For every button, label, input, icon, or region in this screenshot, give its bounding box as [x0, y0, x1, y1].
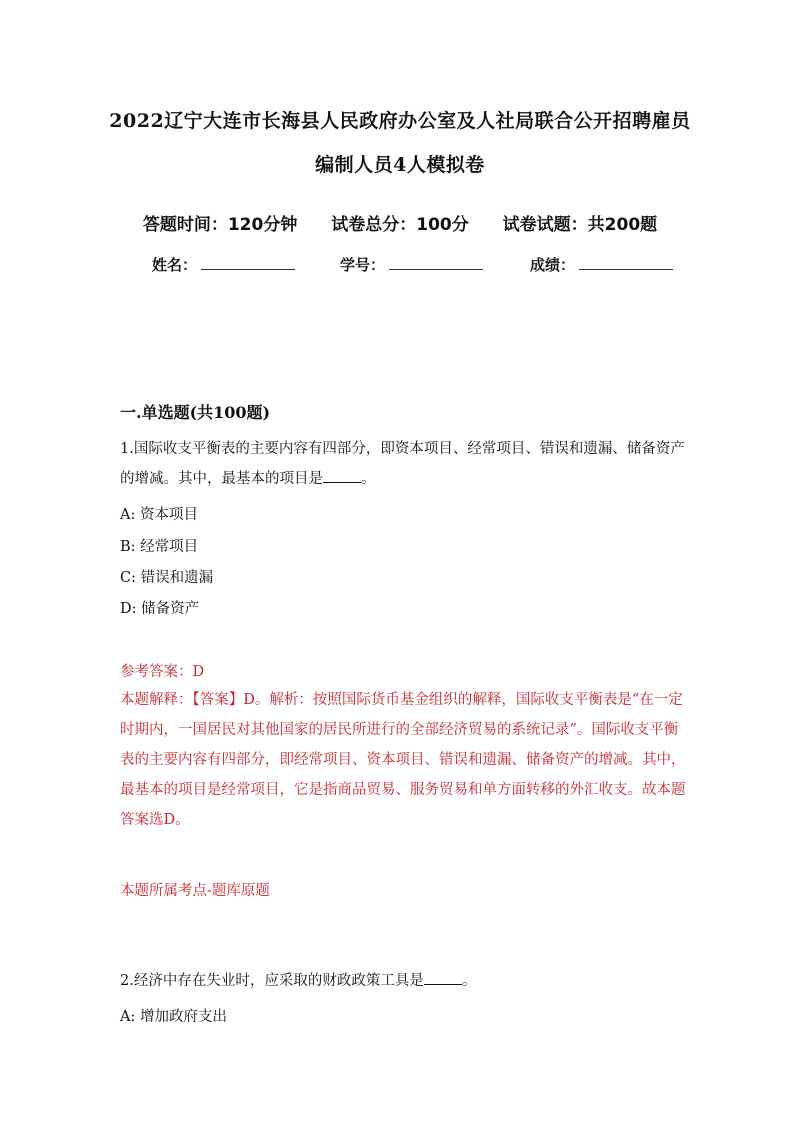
question-1-stem: [120, 434, 690, 494]
name-label: 姓名：: [152, 256, 198, 274]
question-2-option-a[interactable]: A: 增加政府支出: [120, 1009, 227, 1025]
question-1-option-b[interactable]: B: 经常项目: [120, 539, 199, 555]
exam-total-score: 试卷总分：100分: [331, 215, 469, 235]
question-1-option-a[interactable]: A: 资本项目: [120, 507, 198, 523]
question-1-explanation: 本题解释：【答案】D。解析：按照国际货币基金组织的解释，国际收支平衡表是“在一定时期内，一国居民对其他国家的居民所进行的全部经济贸易的系统记录”。国际收支平衡表的主要内容有四部分，即经常项目、资本项目、错误和遗漏、储备资产的增减。其中，最基本的项目是经常项目，它是指商品贸易、服务贸易和单方面转移的外汇收支。故本题答案选D。: [120, 692, 686, 828]
question-1-end: 。: [361, 471, 376, 487]
question-1-source: 本题所属考点-题库原题: [120, 883, 270, 899]
question-1-text: 1.国际收支平衡表的主要内容有四部分，即资本项目、经常项目、错误和遗漏、储备资产的增减。其中，最基本的项目是: [120, 441, 685, 487]
question-2-text: 2.经济中存在失业时，应采取的财政政策工具是: [120, 973, 424, 989]
question-1-answer: 参考答案：D: [120, 664, 205, 680]
title-line-2: 编制人员4人模拟卷: [315, 154, 485, 176]
score-label: 成绩：: [530, 256, 576, 274]
exam-question-count: 试卷试题：共200题: [502, 215, 658, 235]
question-1-option-c[interactable]: C: 错误和遗漏: [120, 570, 214, 586]
exam-time: 答题时间：120分钟: [142, 215, 298, 235]
answer-blank: [424, 972, 462, 985]
question-1-option-d[interactable]: D: 储备资产: [120, 601, 200, 617]
section-heading: 一.单选题(共100题): [120, 403, 271, 422]
score-line[interactable]: [579, 255, 673, 270]
question-2-stem: [120, 966, 690, 996]
question-2-end: 。: [461, 973, 477, 989]
name-line[interactable]: [201, 255, 295, 270]
student-id-field[interactable]: [340, 254, 483, 275]
score-field[interactable]: [530, 254, 673, 275]
name-field[interactable]: [152, 254, 295, 275]
exam-meta: [0, 210, 800, 235]
title-line-1: 2022辽宁大连市长海县人民政府办公室及人社局联合公开招聘雇员: [109, 110, 691, 132]
student-id-label: 学号：: [340, 256, 386, 274]
answer-blank: [323, 470, 361, 483]
student-id-line[interactable]: [389, 255, 483, 270]
